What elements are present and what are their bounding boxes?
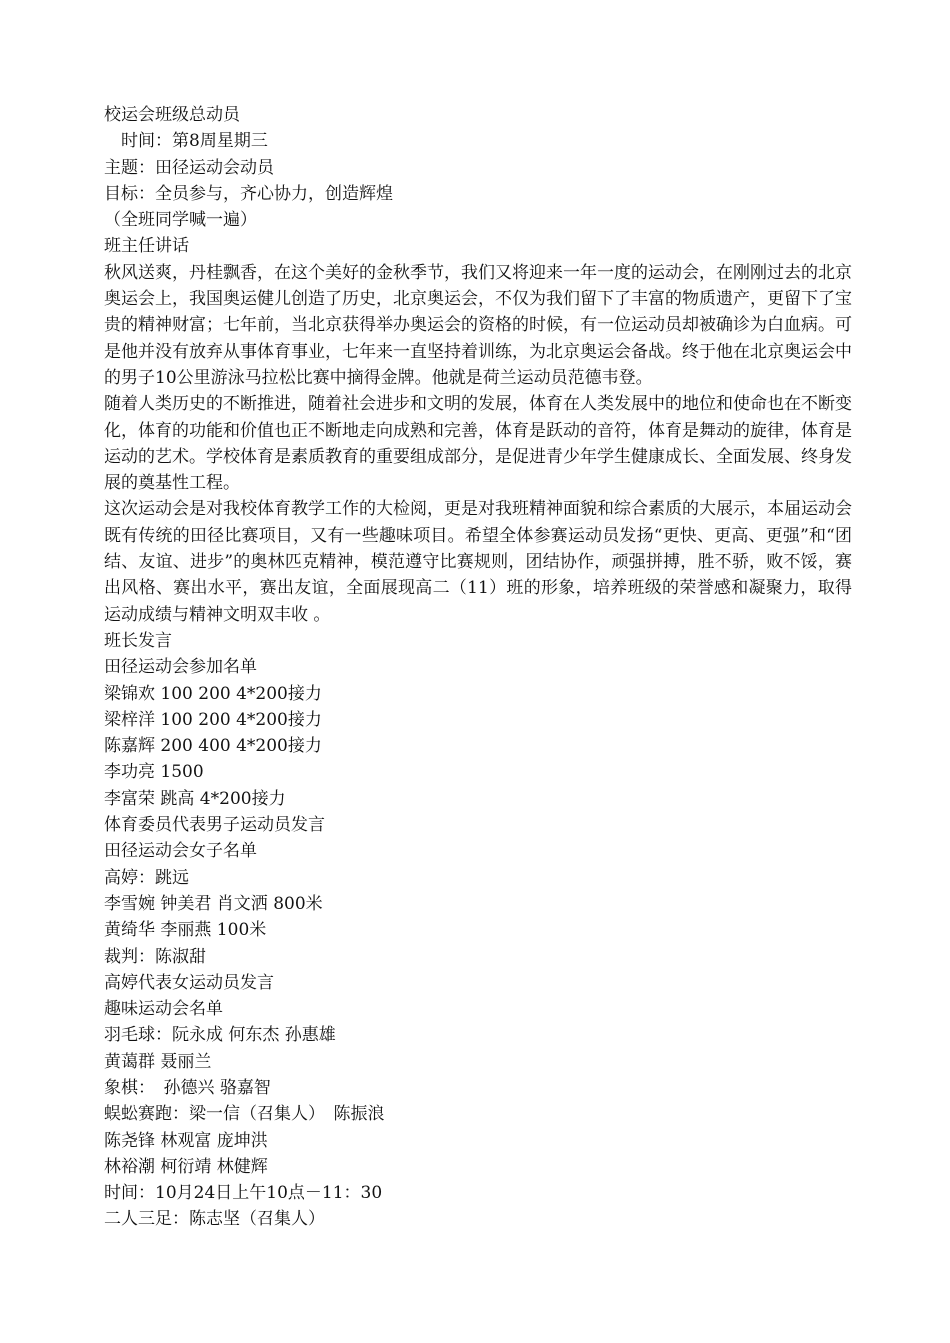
list-line: 高婷代表女运动员发言 [104, 972, 274, 993]
list-line: 梁梓洋 100 200 4*200接力 [104, 709, 322, 730]
teacher-speech-heading: 班主任讲话 [104, 236, 189, 257]
list-line: 裁判：陈淑甜 [104, 946, 206, 967]
speech-paragraph: 这次运动会是对我校体育教学工作的大检阅，更是对我班精神面貌和综合素质的大展示，本届运动会既有传统的田径比赛项目，又有一些趣味项目。希望全体参赛运动员发扬“更快、更高、更强”和“团结、友谊、进步”的奥林匹克精神，模范遵守比赛规则，团结协作，顽强拼搏，胜不骄，败不馁，赛出风格、赛出水平，赛出友谊，全面展现高二（11）班的形象，培养班级的荣誉感和凝聚力，取得运动成绩与精神文明双丰收 。 [104, 499, 852, 625]
list-line: 林裕潮 柯衍靖 林健辉 [104, 1156, 268, 1177]
list-line: 高婷：跳远 [104, 867, 189, 888]
list-line: 田径运动会女子名单 [104, 841, 257, 862]
list-line: 时间：10月24日上午10点－11：30 [104, 1183, 383, 1204]
list-line: 黄蔼群 聂丽兰 [104, 1051, 212, 1072]
list-line: 趣味运动会名单 [104, 999, 223, 1020]
list-line: 二人三足：陈志坚（召集人） [104, 1209, 325, 1230]
list-line: 象棋： 孙德兴 骆嘉智 [104, 1077, 271, 1098]
list-line: 黄绮华 李丽燕 100米 [104, 920, 267, 941]
list-line: 陈尧锋 林观富 庞坤洪 [104, 1130, 268, 1151]
monitor-speech-heading: 班长发言 [104, 630, 172, 651]
list-line: 陈嘉辉 200 400 4*200接力 [104, 736, 322, 757]
list-line: 梁锦欢 100 200 4*200接力 [104, 683, 322, 704]
list-line: 李富荣 跳高 4*200接力 [104, 788, 286, 809]
meeting-theme: 主题：田径运动会动员 [104, 157, 274, 178]
list-line: 羽毛球：阮永成 何东杰 孙惠雄 [104, 1025, 336, 1046]
list-line: 体育委员代表男子运动员发言 [104, 815, 325, 836]
speech-paragraph: 秋风送爽，丹桂飘香，在这个美好的金秋季节，我们又将迎来一年一度的运动会，在刚刚过去的北京奥运会上，我国奥运健儿创造了历史，北京奥运会，不仅为我们留下了丰富的物质遗产，更留下了宝贵的精神财富；七年前，当北京获得举办奥运会的资格的时候，有一位运动员却被确诊为白血病。可是他并没有放弃从事体育事业，七年来一直坚持着训练，为北京奥运会备战。终于他在北京奥运会中的男子10公里游泳马拉松比赛中摘得金牌。他就是荷兰运动员范德韦登。 [104, 262, 852, 388]
list-line: 蜈蚣赛跑：梁一信（召集人） 陈振浪 [104, 1104, 385, 1125]
meeting-goal: 目标：全员参与，齐心协力，创造辉煌 [104, 183, 393, 204]
document-body [104, 102, 852, 1233]
meeting-time: 时间：第8周星期三 [104, 131, 268, 152]
list-line: 田径运动会参加名单 [104, 657, 257, 678]
document-title: 校运会班级总动员 [104, 105, 240, 125]
list-line: 李功亮 1500 [104, 762, 204, 783]
chant-note: （全班同学喊一遍） [104, 210, 257, 231]
list-line: 李雪婉 钟美君 肖文洒 800米 [104, 893, 323, 914]
speech-paragraph: 随着人类历史的不断推进，随着社会进步和文明的发展，体育在人类发展中的地位和使命也在不断变化，体育的功能和价值也正不断地走向成熟和完善，体育是跃动的音符，体育是舞动的旋律，体育是运动的艺术。学校体育是素质教育的重要组成部分，是促进青少年学生健康成长、全面发展、终身发展的奠基性工程。 [104, 394, 852, 494]
